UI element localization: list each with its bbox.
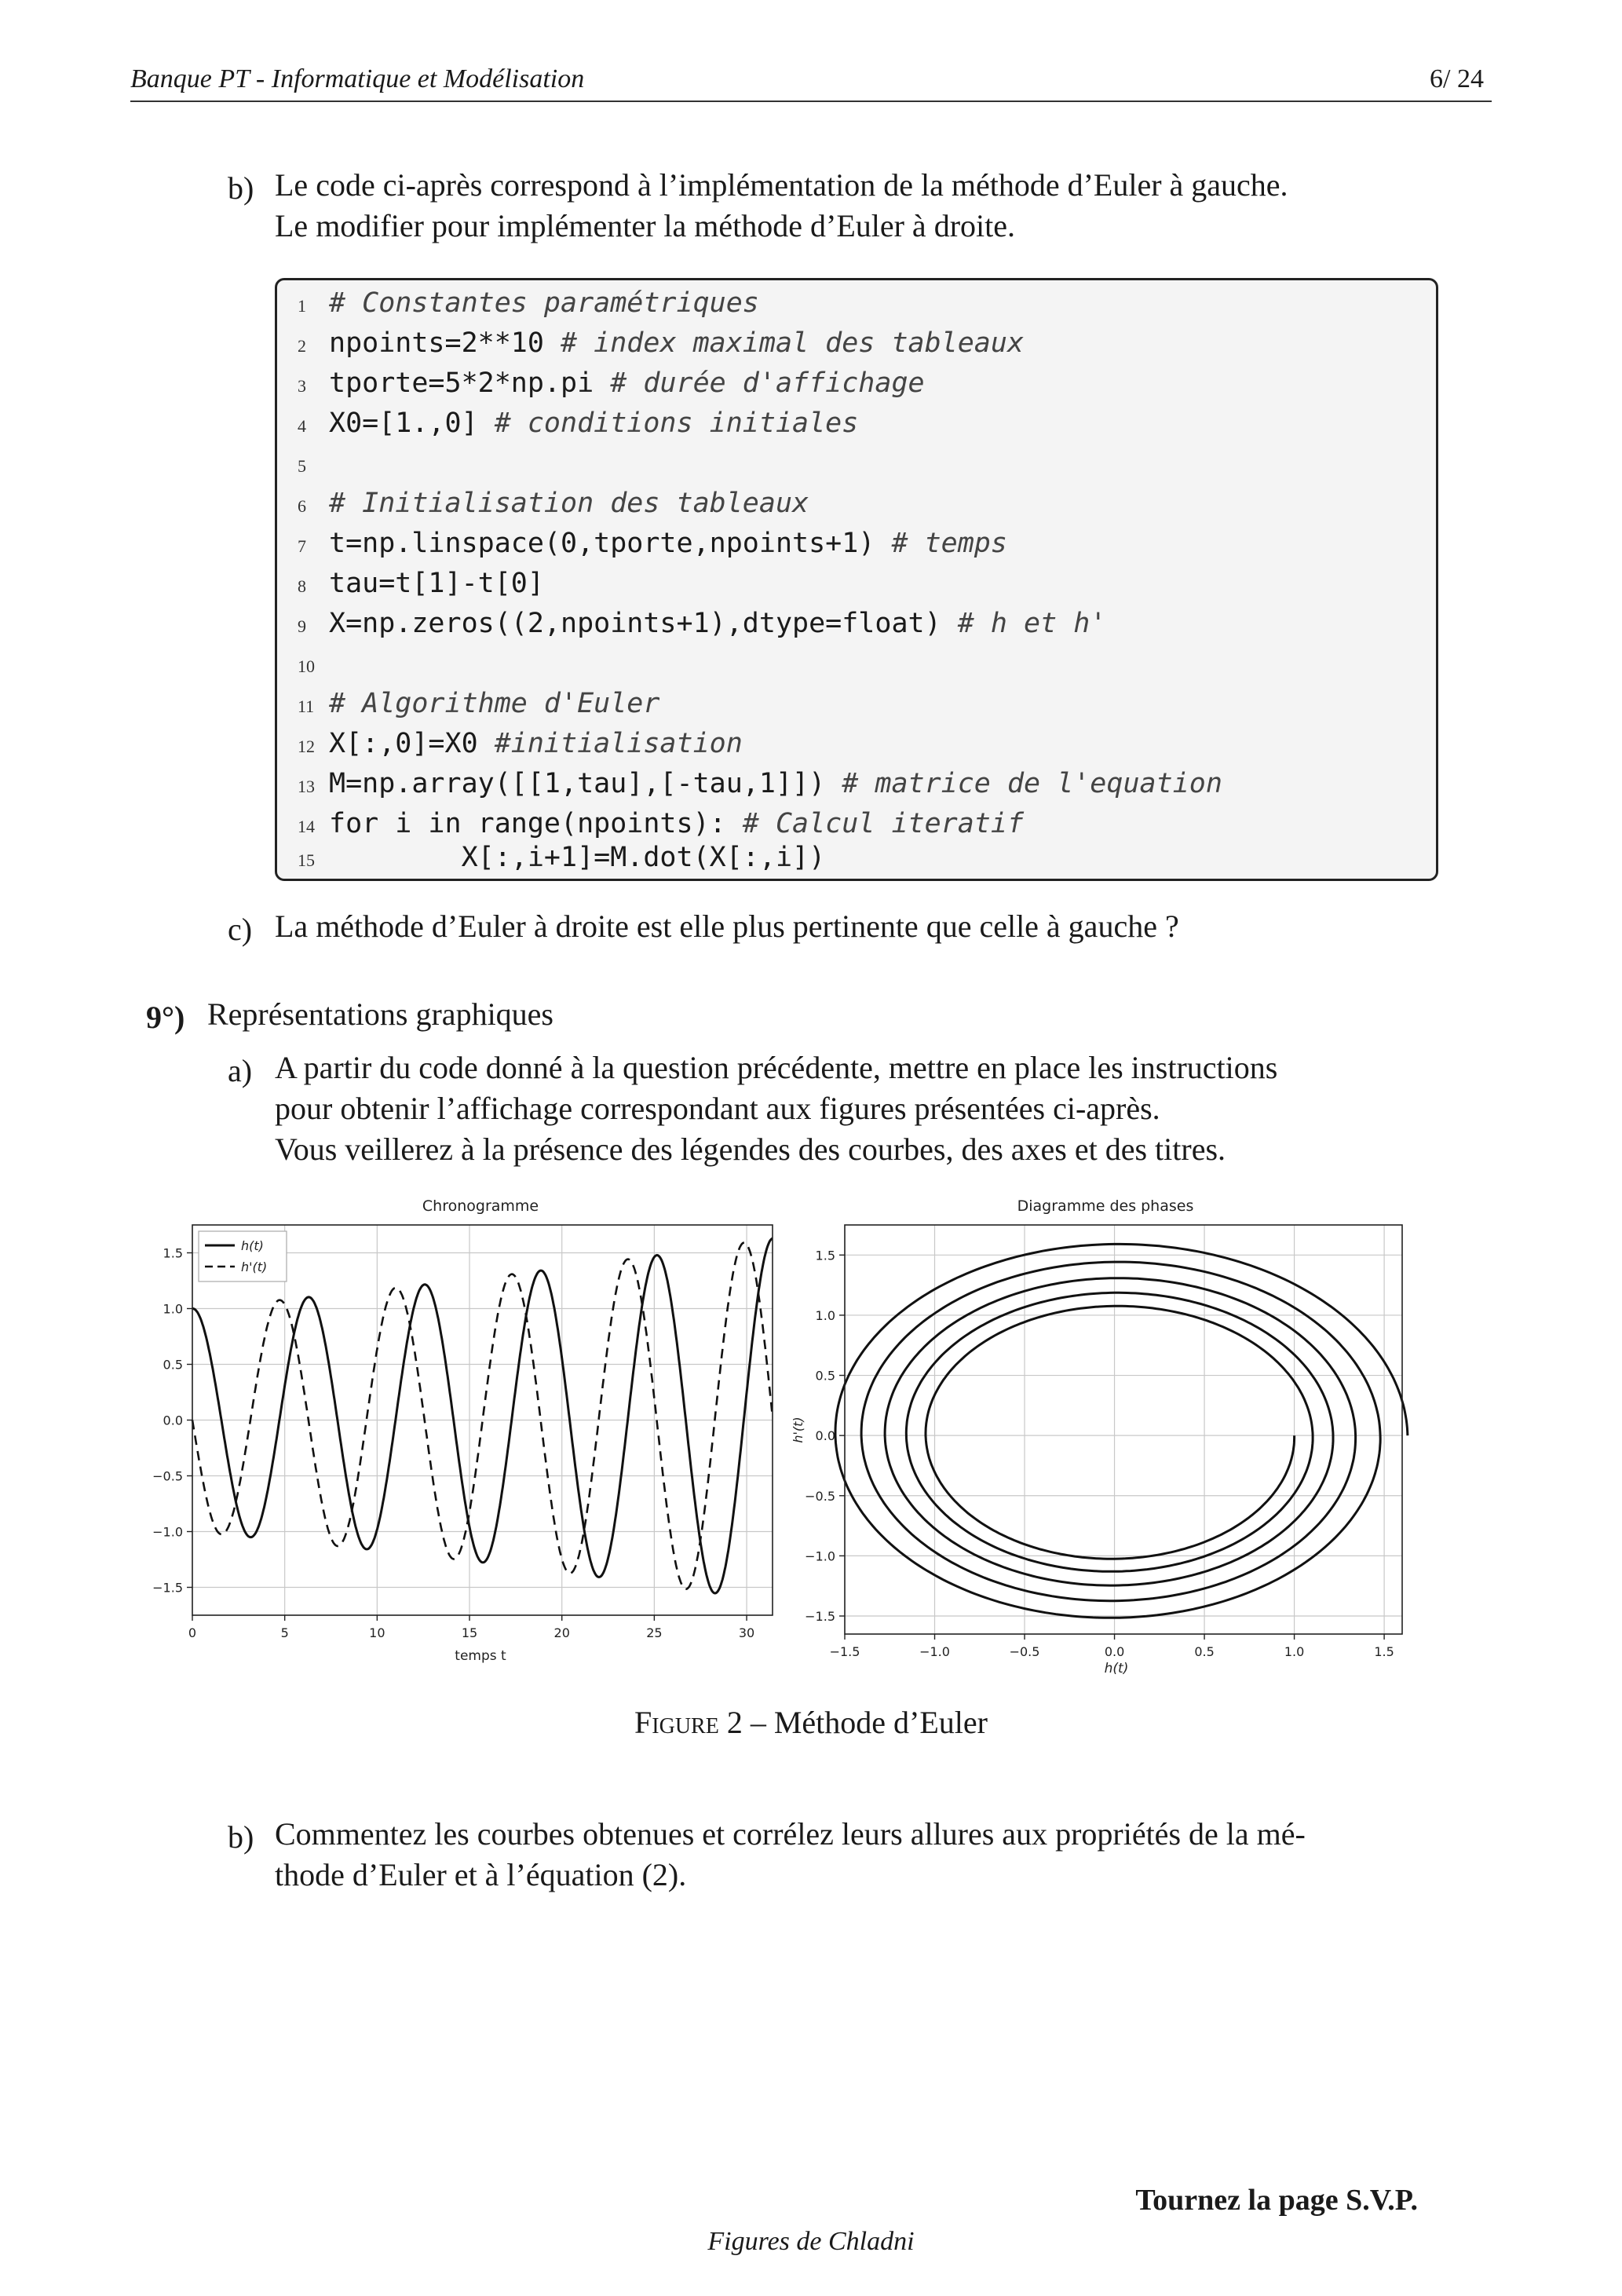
chart1-xtick-label: 20 bbox=[553, 1625, 570, 1640]
chart1-xtick-label: 0 bbox=[188, 1625, 197, 1640]
part-b-label: b) bbox=[228, 170, 254, 206]
code-line: 10 bbox=[298, 656, 315, 676]
chart2-xtick-label: 0.0 bbox=[1104, 1644, 1125, 1659]
q9-label: 9°) bbox=[146, 1000, 185, 1035]
chart1-ytick-label: 1.0 bbox=[163, 1301, 183, 1317]
page-number: 6/ 24 bbox=[1430, 64, 1484, 93]
chart1-ytick-label: 0.0 bbox=[163, 1413, 183, 1428]
chart1-ytick-label: −1.5 bbox=[152, 1580, 183, 1596]
part-9a-text: A partir du code donné à la question précédente, mettre en place les instructions pour obtenir l’affichage correspondant aux figures présentées ci-après. Vous veillerez à la présence des légendes des courbes, des axes et des titres. bbox=[275, 1050, 1278, 1167]
chart2-ytick-label: −0.5 bbox=[805, 1488, 835, 1504]
header-rule bbox=[130, 101, 1492, 102]
running-header: Banque PT - Informatique et Modélisation bbox=[130, 64, 585, 93]
legend-hprime: h'(t) bbox=[241, 1260, 268, 1274]
part-9a-label: a) bbox=[228, 1053, 253, 1088]
q9-title: Représentations graphiques bbox=[207, 996, 553, 1032]
code-line: 3 tporte=5*2*np.pi # durée d'affichage bbox=[298, 367, 925, 399]
part-c-label: c) bbox=[228, 912, 253, 947]
code-line: 14 for i in range(npoints): # Calcul iteratif bbox=[298, 808, 1025, 839]
chart2-xtick-label: 1.5 bbox=[1374, 1644, 1394, 1659]
chart1-legend bbox=[199, 1231, 287, 1281]
chart2-xtick-label: 0.5 bbox=[1194, 1644, 1215, 1659]
chart2-ylabel: h'(t) bbox=[791, 1417, 806, 1443]
chart2-title: Diagramme des phases bbox=[1017, 1197, 1194, 1215]
chart1-title: Chronogramme bbox=[422, 1197, 539, 1215]
code-line: 9 X=np.zeros((2,npoints+1),dtype=float) # h et h' bbox=[298, 608, 1107, 639]
chart1-xtick-label: 25 bbox=[646, 1625, 663, 1640]
phase-diagram-chart bbox=[785, 1190, 1413, 1676]
chart2-xtick-label: −0.5 bbox=[1009, 1644, 1040, 1659]
legend-h: h(t) bbox=[241, 1238, 264, 1253]
code-line: 6 # Initialisation des tableaux bbox=[298, 488, 809, 519]
subject-footer: Figures de Chladni bbox=[707, 2227, 915, 2256]
chart1-xlabel: temps t bbox=[455, 1648, 506, 1664]
next-page-note: Tournez la page S.V.P. bbox=[1135, 2184, 1418, 2217]
part-c-text: La méthode d’Euler à droite est elle plus pertinente que celle à gauche ? bbox=[275, 909, 1179, 944]
code-line: 7 t=np.linspace(0,tporte,npoints+1) # temps bbox=[298, 528, 1007, 559]
code-line: 8 tau=t[1]-t[0] bbox=[298, 568, 544, 599]
chart2-xlabel: h(t) bbox=[1104, 1661, 1129, 1676]
part-9b-text: Commentez les courbes obtenues et corrélez leurs allures aux propriétés de la mé- thode d’Euler et à l’équation (2). bbox=[275, 1816, 1306, 1892]
code-line: 11 # Algorithme d'Euler bbox=[298, 688, 660, 719]
chart2-ytick-label: 0.5 bbox=[815, 1368, 835, 1384]
chart2-ytick-label: −1.0 bbox=[805, 1548, 835, 1564]
chart2-yticks bbox=[805, 1248, 845, 1624]
chart1-xticks bbox=[188, 1615, 754, 1640]
code-line: 5 bbox=[298, 456, 306, 476]
figure-caption: Figure 2 – Méthode d’Euler bbox=[634, 1705, 988, 1740]
chart2-xtick-label: −1.5 bbox=[829, 1644, 860, 1659]
chart1-yticks bbox=[152, 1246, 192, 1596]
part-b-text: Le code ci-après correspond à l’implémentation de la méthode d’Euler à gauche. Le modifier pour implémenter la méthode d’Euler à droite. bbox=[275, 167, 1288, 243]
phase-spiral-line bbox=[835, 1244, 1408, 1618]
chronogramme-chart bbox=[126, 1190, 785, 1676]
code-line: 4 X0=[1.,0] # conditions initiales bbox=[298, 408, 859, 439]
code-line: 1 # Constantes paramétriques bbox=[298, 287, 759, 319]
chart1-xtick-label: 5 bbox=[280, 1625, 289, 1640]
code-listing bbox=[275, 278, 1438, 881]
chart1-ytick-label: 1.5 bbox=[163, 1245, 183, 1261]
chart2-ytick-label: 1.5 bbox=[815, 1248, 835, 1263]
chart2-xtick-label: −1.0 bbox=[919, 1644, 950, 1659]
chart1-xtick-label: 10 bbox=[369, 1625, 385, 1640]
code-line: 12 X[:,0]=X0 #initialisation bbox=[298, 728, 743, 759]
code-line: 13 M=np.array([[1,tau],[-tau,1]]) # matrice de l'equation bbox=[298, 768, 1222, 799]
part-9b-label: b) bbox=[228, 1819, 254, 1855]
chart2-ytick-label: 1.0 bbox=[815, 1307, 835, 1323]
chart2-ytick-label: −1.5 bbox=[805, 1609, 835, 1625]
chart1-ytick-label: −1.0 bbox=[152, 1524, 183, 1540]
chart1-xtick-label: 30 bbox=[738, 1625, 755, 1640]
chart2-xticks bbox=[830, 1634, 1394, 1659]
code-line: 2 npoints=2**10 # index maximal des tableaux bbox=[298, 327, 1025, 359]
chart2-ytick-label: 0.0 bbox=[815, 1428, 835, 1444]
chart1-xtick-label: 15 bbox=[461, 1625, 478, 1640]
chart1-ytick-label: −0.5 bbox=[152, 1468, 183, 1484]
series-h-line bbox=[192, 1238, 773, 1593]
chart1-ytick-label: 0.5 bbox=[163, 1357, 183, 1373]
chart2-xtick-label: 1.0 bbox=[1284, 1644, 1305, 1659]
code-line: 15 X[:,i+1]=M.dot(X[:,i]) bbox=[298, 842, 826, 873]
